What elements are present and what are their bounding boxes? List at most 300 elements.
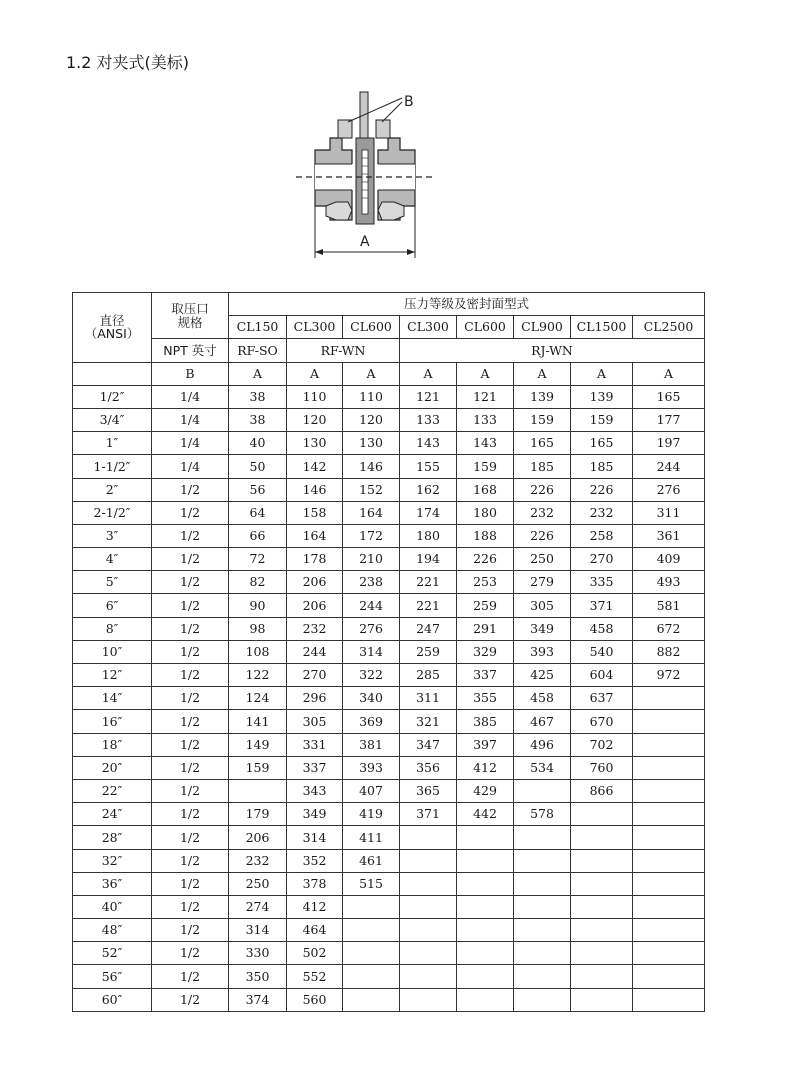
cell-port: 1/2 [152, 524, 229, 547]
cell-dim [633, 919, 705, 942]
cell-dim: 38 [229, 385, 287, 408]
cell-dim: 381 [343, 733, 400, 756]
cell-dim: 578 [514, 803, 571, 826]
table-row [73, 524, 705, 547]
cell-dim: 232 [514, 501, 571, 524]
cell-diameter: 3/4″ [73, 408, 152, 431]
cell-dim [633, 942, 705, 965]
cell-port: 1/2 [152, 548, 229, 571]
table-row [73, 895, 705, 918]
cell-port: 1/2 [152, 733, 229, 756]
cell-dim: 393 [514, 640, 571, 663]
wafer-flange-diagram [290, 88, 440, 263]
cell-dim: 581 [633, 594, 705, 617]
cell-dim: 238 [343, 571, 400, 594]
table-row [73, 664, 705, 687]
cell-dim: 311 [633, 501, 705, 524]
cell-dim: 349 [287, 803, 343, 826]
cell-dim: 168 [457, 478, 514, 501]
cell-dim: 412 [457, 756, 514, 779]
cell-dim: 146 [287, 478, 343, 501]
cell-dim: 371 [571, 594, 633, 617]
cell-dim: 369 [343, 710, 400, 733]
cell-dim: 108 [229, 640, 287, 663]
cell-dim: 133 [400, 408, 457, 431]
cell-dim [633, 895, 705, 918]
cell-dim: 355 [457, 687, 514, 710]
cell-dim: 72 [229, 548, 287, 571]
section-title: 1.2 对夹式(美标) [66, 53, 190, 72]
cell-dim: 82 [229, 571, 287, 594]
cell-dim: 331 [287, 733, 343, 756]
cell-dim [343, 895, 400, 918]
cell-dim: 560 [287, 988, 343, 1011]
cell-dim: 349 [514, 617, 571, 640]
cell-dim: 165 [633, 385, 705, 408]
cell-dim: 210 [343, 548, 400, 571]
cell-dim [514, 849, 571, 872]
table-row [73, 872, 705, 895]
cell-dim: 179 [229, 803, 287, 826]
cell-diameter: 1-1/2″ [73, 455, 152, 478]
cell-diameter: 40″ [73, 895, 152, 918]
cell-port: 1/2 [152, 826, 229, 849]
cell-diameter: 16″ [73, 710, 152, 733]
table-row [73, 617, 705, 640]
cell-dim [457, 872, 514, 895]
cell-dim [343, 942, 400, 965]
cell-dim [400, 872, 457, 895]
table-row [73, 710, 705, 733]
cell-dim: 130 [287, 432, 343, 455]
cell-port: 1/2 [152, 478, 229, 501]
cell-diameter: 8″ [73, 617, 152, 640]
cell-dim [229, 779, 287, 802]
cell-dim: 165 [514, 432, 571, 455]
cell-dim: 464 [287, 919, 343, 942]
cell-dim: 159 [571, 408, 633, 431]
cell-dim: 122 [229, 664, 287, 687]
table-row [73, 455, 705, 478]
header-port-unit: NPT 英寸 [152, 339, 229, 362]
cell-dim: 164 [343, 501, 400, 524]
cell-dim: 232 [571, 501, 633, 524]
cell-port: 1/2 [152, 710, 229, 733]
cell-diameter: 4″ [73, 548, 152, 571]
cell-dim [514, 965, 571, 988]
cell-dim: 409 [633, 548, 705, 571]
cell-dim [633, 988, 705, 1011]
cell-diameter: 22″ [73, 779, 152, 802]
header-class: CL300 [287, 316, 343, 339]
cell-dim: 270 [571, 548, 633, 571]
cell-dim: 206 [287, 594, 343, 617]
header-class: CL2500 [633, 316, 705, 339]
cell-dim: 143 [457, 432, 514, 455]
cell-dim: 540 [571, 640, 633, 663]
cell-dim: 244 [633, 455, 705, 478]
cell-dim: 110 [343, 385, 400, 408]
cell-diameter: 2″ [73, 478, 152, 501]
cell-port: 1/2 [152, 594, 229, 617]
cell-dim: 226 [571, 478, 633, 501]
cell-dim [457, 942, 514, 965]
cell-diameter: 24″ [73, 803, 152, 826]
cell-dim: 259 [457, 594, 514, 617]
cell-diameter: 10″ [73, 640, 152, 663]
cell-dim: 337 [287, 756, 343, 779]
cell-dim [514, 872, 571, 895]
cell-port: 1/2 [152, 988, 229, 1011]
cell-dim: 270 [287, 664, 343, 687]
header-col-b: B [152, 362, 229, 385]
cell-dim: 467 [514, 710, 571, 733]
cell-dim: 397 [457, 733, 514, 756]
cell-dim [571, 988, 633, 1011]
cell-dim: 882 [633, 640, 705, 663]
cell-dim [457, 895, 514, 918]
cell-dim: 165 [571, 432, 633, 455]
cell-dim: 305 [514, 594, 571, 617]
cell-dim: 146 [343, 455, 400, 478]
cell-dim: 221 [400, 571, 457, 594]
cell-diameter: 1″ [73, 432, 152, 455]
cell-dim: 285 [400, 664, 457, 687]
cell-dim: 361 [633, 524, 705, 547]
cell-port: 1/2 [152, 779, 229, 802]
cell-dim: 90 [229, 594, 287, 617]
cell-dim: 139 [514, 385, 571, 408]
cell-diameter: 48″ [73, 919, 152, 942]
table-row [73, 687, 705, 710]
label-a: A [360, 234, 370, 250]
cell-dim: 305 [287, 710, 343, 733]
cell-dim [457, 849, 514, 872]
table-row [73, 849, 705, 872]
cell-diameter: 3″ [73, 524, 152, 547]
cell-dim: 276 [633, 478, 705, 501]
table-row [73, 478, 705, 501]
cell-dim [343, 965, 400, 988]
cell-dim: 244 [287, 640, 343, 663]
header-empty [73, 362, 152, 385]
dimension-table [72, 292, 705, 1012]
header-port-label: 取压口 [171, 300, 209, 316]
cell-dim [400, 988, 457, 1011]
cell-dim: 496 [514, 733, 571, 756]
cell-dim: 314 [229, 919, 287, 942]
header-face-rjwn: RJ-WN [400, 339, 705, 362]
table-row [73, 571, 705, 594]
cell-dim: 534 [514, 756, 571, 779]
cell-dim: 64 [229, 501, 287, 524]
cell-port: 1/2 [152, 664, 229, 687]
cell-port: 1/2 [152, 617, 229, 640]
cell-dim: 515 [343, 872, 400, 895]
cell-dim: 425 [514, 664, 571, 687]
cell-dim: 329 [457, 640, 514, 663]
cell-dim: 232 [287, 617, 343, 640]
cell-diameter: 18″ [73, 733, 152, 756]
cell-dim: 120 [287, 408, 343, 431]
cell-dim: 164 [287, 524, 343, 547]
cell-dim: 206 [229, 826, 287, 849]
cell-dim: 250 [514, 548, 571, 571]
header-class: CL300 [400, 316, 457, 339]
cell-dim: 258 [571, 524, 633, 547]
cell-diameter: 14″ [73, 687, 152, 710]
table-row [73, 779, 705, 802]
table-row [73, 965, 705, 988]
cell-dim [633, 872, 705, 895]
cell-dim: 172 [343, 524, 400, 547]
cell-port: 1/2 [152, 756, 229, 779]
cell-dim: 244 [343, 594, 400, 617]
cell-dim: 232 [229, 849, 287, 872]
cell-diameter: 60″ [73, 988, 152, 1011]
cell-dim: 247 [400, 617, 457, 640]
cell-dim: 226 [514, 478, 571, 501]
cell-dim: 335 [571, 571, 633, 594]
cell-dim [343, 919, 400, 942]
table-row [73, 432, 705, 455]
cell-dim: 493 [633, 571, 705, 594]
cell-dim [514, 942, 571, 965]
cell-dim: 133 [457, 408, 514, 431]
table-row [73, 756, 705, 779]
cell-dim: 461 [343, 849, 400, 872]
cell-dim: 121 [457, 385, 514, 408]
cell-diameter: 32″ [73, 849, 152, 872]
cell-dim [400, 849, 457, 872]
cell-port: 1/4 [152, 455, 229, 478]
cell-dim: 174 [400, 501, 457, 524]
cell-dim: 178 [287, 548, 343, 571]
cell-dim: 352 [287, 849, 343, 872]
cell-port: 1/2 [152, 942, 229, 965]
cell-port: 1/2 [152, 640, 229, 663]
cell-dim: 124 [229, 687, 287, 710]
cell-dim: 130 [343, 432, 400, 455]
cell-dim: 188 [457, 524, 514, 547]
cell-dim: 66 [229, 524, 287, 547]
cell-dim: 291 [457, 617, 514, 640]
cell-port: 1/2 [152, 849, 229, 872]
cell-dim: 50 [229, 455, 287, 478]
cell-dim [633, 826, 705, 849]
cell-dim: 552 [287, 965, 343, 988]
cell-dim: 702 [571, 733, 633, 756]
cell-dim: 385 [457, 710, 514, 733]
cell-dim: 419 [343, 803, 400, 826]
cell-diameter: 56″ [73, 965, 152, 988]
label-b: B [404, 94, 414, 110]
cell-diameter: 2-1/2″ [73, 501, 152, 524]
cell-dim [633, 849, 705, 872]
cell-dim [343, 988, 400, 1011]
cell-dim: 442 [457, 803, 514, 826]
cell-dim: 458 [571, 617, 633, 640]
cell-dim: 155 [400, 455, 457, 478]
cell-port: 1/4 [152, 432, 229, 455]
cell-dim: 259 [400, 640, 457, 663]
header-face-rfso: RF-SO [229, 339, 287, 362]
cell-dim [514, 826, 571, 849]
cell-dim: 142 [287, 455, 343, 478]
header-port-sub: 规格 [177, 314, 203, 330]
table-row [73, 408, 705, 431]
cell-dim [633, 756, 705, 779]
cell-diameter: 6″ [73, 594, 152, 617]
header-col-a: A [343, 362, 400, 385]
cell-dim: 314 [287, 826, 343, 849]
cell-dim [633, 710, 705, 733]
cell-dim [571, 849, 633, 872]
cell-dim: 502 [287, 942, 343, 965]
header-col-a: A [514, 362, 571, 385]
cell-dim: 393 [343, 756, 400, 779]
cell-port: 1/4 [152, 408, 229, 431]
table-row [73, 385, 705, 408]
cell-dim: 56 [229, 478, 287, 501]
cell-port: 1/4 [152, 385, 229, 408]
cell-dim [571, 919, 633, 942]
cell-dim: 180 [400, 524, 457, 547]
header-col-a: A [287, 362, 343, 385]
cell-dim: 185 [571, 455, 633, 478]
cell-dim: 429 [457, 779, 514, 802]
cell-dim [571, 803, 633, 826]
cell-diameter: 52″ [73, 942, 152, 965]
table-row [73, 733, 705, 756]
cell-dim [457, 965, 514, 988]
cell-dim: 356 [400, 756, 457, 779]
header-class: CL900 [514, 316, 571, 339]
cell-dim: 149 [229, 733, 287, 756]
cell-diameter: 5″ [73, 571, 152, 594]
cell-dim: 185 [514, 455, 571, 478]
cell-dim [571, 872, 633, 895]
cell-dim [633, 687, 705, 710]
cell-dim: 347 [400, 733, 457, 756]
cell-dim [400, 826, 457, 849]
cell-dim [400, 965, 457, 988]
cell-dim: 250 [229, 872, 287, 895]
cell-dim: 672 [633, 617, 705, 640]
cell-port: 1/2 [152, 872, 229, 895]
cell-dim [457, 988, 514, 1011]
cell-dim [400, 919, 457, 942]
cell-dim: 279 [514, 571, 571, 594]
header-class: CL600 [343, 316, 400, 339]
cell-dim: 637 [571, 687, 633, 710]
cell-dim: 177 [633, 408, 705, 431]
header-port [152, 293, 229, 339]
cell-port: 1/2 [152, 965, 229, 988]
cell-dim: 604 [571, 664, 633, 687]
cell-dim [457, 826, 514, 849]
header-col-a: A [400, 362, 457, 385]
table-row [73, 594, 705, 617]
cell-dim [514, 919, 571, 942]
cell-dim: 314 [343, 640, 400, 663]
cell-dim: 458 [514, 687, 571, 710]
cell-dim: 159 [514, 408, 571, 431]
cell-dim: 350 [229, 965, 287, 988]
cell-dim [571, 942, 633, 965]
cell-dim: 152 [343, 478, 400, 501]
cell-dim: 337 [457, 664, 514, 687]
cell-dim: 38 [229, 408, 287, 431]
cell-dim: 340 [343, 687, 400, 710]
cell-port: 1/2 [152, 919, 229, 942]
cell-dim: 221 [400, 594, 457, 617]
cell-dim: 311 [400, 687, 457, 710]
cell-dim [571, 895, 633, 918]
cell-diameter: 1/2″ [73, 385, 152, 408]
cell-dim [633, 803, 705, 826]
cell-dim: 866 [571, 779, 633, 802]
cell-dim [400, 895, 457, 918]
table-row [73, 988, 705, 1011]
cell-dim: 40 [229, 432, 287, 455]
cell-dim: 226 [457, 548, 514, 571]
cell-dim: 760 [571, 756, 633, 779]
table-row [73, 803, 705, 826]
cell-dim [514, 895, 571, 918]
cell-dim: 374 [229, 988, 287, 1011]
cell-dim [457, 919, 514, 942]
cell-dim: 162 [400, 478, 457, 501]
cell-dim: 378 [287, 872, 343, 895]
cell-dim: 343 [287, 779, 343, 802]
header-class: CL150 [229, 316, 287, 339]
cell-dim: 158 [287, 501, 343, 524]
cell-dim [571, 826, 633, 849]
cell-dim: 276 [343, 617, 400, 640]
cell-dim: 407 [343, 779, 400, 802]
cell-dim: 412 [287, 895, 343, 918]
cell-port: 1/2 [152, 571, 229, 594]
cell-dim: 98 [229, 617, 287, 640]
cell-port: 1/2 [152, 501, 229, 524]
cell-dim: 330 [229, 942, 287, 965]
cell-dim [514, 779, 571, 802]
cell-port: 1/2 [152, 687, 229, 710]
cell-dim: 411 [343, 826, 400, 849]
cell-dim: 226 [514, 524, 571, 547]
header-class: CL600 [457, 316, 514, 339]
header-pressure: 压力等级及密封面型式 [229, 293, 705, 316]
header-diameter-sub: （ANSI） [84, 326, 140, 342]
cell-dim: 180 [457, 501, 514, 524]
cell-dim: 371 [400, 803, 457, 826]
header-class: CL1500 [571, 316, 633, 339]
cell-dim: 159 [457, 455, 514, 478]
table-row [73, 640, 705, 663]
cell-dim: 670 [571, 710, 633, 733]
table-row [73, 501, 705, 524]
cell-dim [514, 988, 571, 1011]
cell-diameter: 20″ [73, 756, 152, 779]
header-col-a: A [571, 362, 633, 385]
cell-diameter: 28″ [73, 826, 152, 849]
cell-diameter: 12″ [73, 664, 152, 687]
cell-dim [400, 942, 457, 965]
cell-dim: 143 [400, 432, 457, 455]
cell-diameter: 36″ [73, 872, 152, 895]
cell-dim: 159 [229, 756, 287, 779]
